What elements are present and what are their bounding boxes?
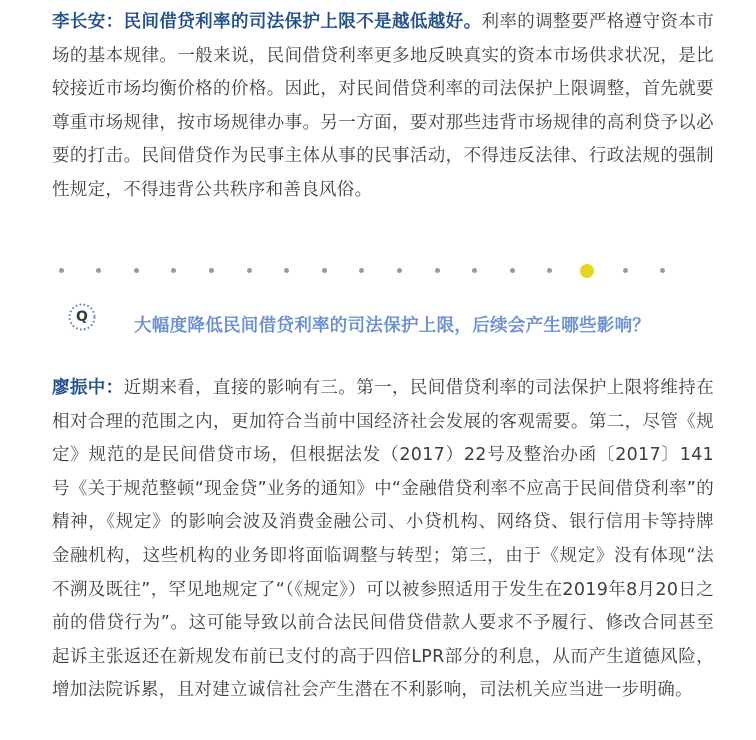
divider-dot bbox=[96, 268, 101, 273]
dot-divider bbox=[0, 264, 756, 278]
divider-dot bbox=[284, 268, 289, 273]
divider-dot bbox=[209, 268, 214, 273]
divider-dot bbox=[247, 268, 252, 273]
divider-dot-active bbox=[580, 264, 594, 278]
divider-dot bbox=[59, 268, 64, 273]
q-badge-icon bbox=[68, 303, 96, 331]
answer-headline: 民间借贷利率的司法保护上限不是越低越好。 bbox=[123, 12, 482, 32]
divider-dot bbox=[359, 268, 364, 273]
divider-dot bbox=[547, 268, 552, 273]
divider-dot bbox=[171, 268, 176, 273]
divider-dot bbox=[472, 268, 477, 273]
answer-body: 利率的调整要严格遵守资本市场的基本规律。一般来说，民间借贷利率更多地反映真实的资本市场供求状况，是比较接近市场均衡价格的价格。因此，对民间借贷利率的司法保护上限调整，首先就要尊重市场规律，按市场规律办事。另一方面，要对那些违背市场规律的高利贷予以必要的打击。民间借贷作为民事主体从事的民事活动，不得违反法律、行政法规的强制性规定，不得违背公共秩序和善良风俗。 bbox=[52, 12, 714, 200]
speaker-name: 李长安： bbox=[52, 12, 124, 32]
divider-dot bbox=[510, 268, 515, 273]
speaker-name: 廖振中： bbox=[52, 378, 124, 398]
q-badge-letter: Q bbox=[76, 309, 88, 325]
divider-dot bbox=[660, 268, 665, 273]
answer-paragraph-1 bbox=[52, 6, 714, 208]
answer-body: 近期来看，直接的影响有三。第一，民间借贷利率的司法保护上限将维持在相对合理的范围之内，更加符合当前中国经济社会发展的客观需要。第二，尽管《规定》规范的是民间借贷市场，但根据法发（2017）22号及整治办函〔2017〕141号《关于规范整顿“现金贷”业务的通知》中“金融借贷利率不应高于民间借贷利率”的精神，《规定》的影响会波及消费金融公司、小贷机构、网络贷、银行信用卡等持牌金融机构，这些机构的业务即将面临调整与转型；第三，由于《规定》没有体现“法不溯及既往”，罕见地规定了“（《规定》）可以被参照适用于发生在2019年8月20日之前的借贷行为”。这可能导致以前合法民间借贷借款人要求不予履行、修改合同甚至起诉主张返还在新规发布前已支付的高于四倍LPR部分的利息，从而产生道德风险，增加法院诉累，且对建立诚信社会产生潜在不利影响，司法机关应当进一步明确。 bbox=[52, 378, 714, 701]
divider-dot bbox=[623, 268, 628, 273]
answer-paragraph-2 bbox=[52, 372, 714, 708]
divider-dot bbox=[397, 268, 402, 273]
divider-dot bbox=[322, 268, 327, 273]
divider-dot bbox=[134, 268, 139, 273]
question-heading: 大幅度降低民间借贷利率的司法保护上限，后续会产生哪些影响？ bbox=[134, 316, 651, 336]
divider-dot bbox=[435, 268, 440, 273]
